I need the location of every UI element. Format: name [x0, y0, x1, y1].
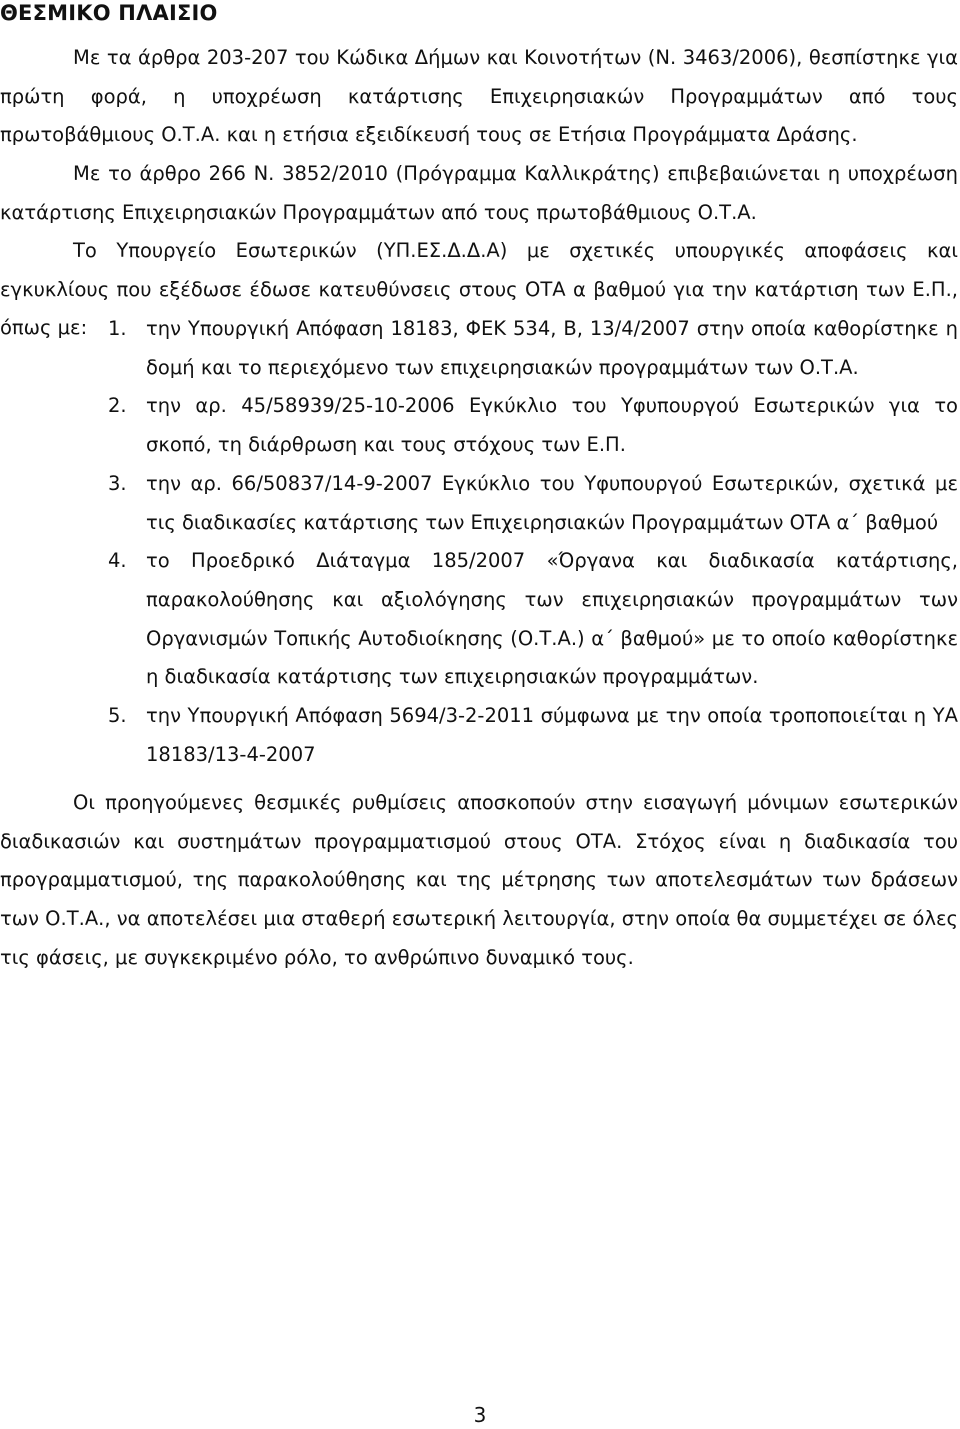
- list-item-number: 1.: [108, 317, 127, 340]
- list-item-text: το Προεδρικό Διάταγμα 185/2007 «Όργανα και διαδικασία κατάρτισης, παρακολούθησης και αξιολόγησης των επιχειρησιακών προγραμμάτων των Οργανισμών Τοπικής Αυτοδιοίκησης (Ο.Τ.Α.) α΄ βαθμού» με το οποίο καθορίστηκε η διαδικασία κατάρτισης των επιχειρησιακών προγραμμάτων.: [146, 549, 958, 689]
- list-item-text: την αρ. 45/58939/25-10-2006 Εγκύκλιο του Υφυπουργού Εσωτερικών για το σκοπό, τη διάρθρωση και τους στόχους των Ε.Π.: [146, 394, 958, 457]
- list-item-number: 4.: [108, 549, 127, 573]
- list-item: [0, 697, 958, 774]
- list-item: [0, 465, 958, 542]
- list-item-number: 2.: [108, 394, 127, 418]
- list-item-number: 5.: [108, 704, 127, 728]
- paragraph-laws-3463: Με τα άρθρα 203-207 του Κώδικα Δήμων και Κοινοτήτων (Ν. 3463/2006), θεσπίστηκε για πρώτη φορά, η υποχρέωση κατάρτισης Επιχειρησιακών Προγραμμάτων από τους πρωτοβάθμιους Ο.Τ.Α. και η ετήσια εξειδίκευσή τους σε Ετήσια Προγράμματα Δράσης.: [0, 46, 958, 147]
- page-number: 3: [473, 1403, 487, 1427]
- list-item-text: την αρ. 66/50837/14-9-2007 Εγκύκλιο του Υφυπουργού Εσωτερικών, σχετικά με τις διαδικασίες κατάρτισης των Επιχειρησιακών Προγραμμάτων ΟΤΑ α΄ βαθμού: [146, 471, 958, 534]
- paragraph-conclusion: Οι προηγούμενες θεσμικές ρυθμίσεις αποσκοπούν στην εισαγωγή μόνιμων εσωτερικών διαδικασιών και συστημάτων προγραμματισμού στους ΟΤΑ. Στόχος είναι η διαδικασία του προγραμματισμού, της παρακολούθησης και της μέτρησης των αποτελεσμάτων των δράσεων των Ο.Τ.Α., να αποτελέσει μια σταθερή εσωτερική λειτουργία, στην οποία θα συμμετέχει σε όλες τις φάσεις, με συγκεκριμένο ρόλο, το ανθρώπινο δυναμικό τους.: [0, 791, 958, 969]
- list-item: [0, 387, 958, 464]
- list-item: [0, 542, 958, 697]
- paragraph-law-3852: Με το άρθρο 266 Ν. 3852/2010 (Πρόγραμμα Καλλικράτης) επιβεβαιώνεται η υποχρέωση κατάρτισης Επιχειρησιακών Προγραμμάτων από τους πρωτοβάθμιους Ο.Τ.Α.: [0, 162, 958, 224]
- list-item-number: 3.: [108, 471, 127, 495]
- section-heading: ΘΕΣΜΙΚΟ ΠΛΑΙΣΙΟ: [0, 1, 218, 25]
- decisions-list: [0, 310, 958, 774]
- list-item: [0, 310, 958, 387]
- list-item-text: την Υπουργική Απόφαση 18183, ΦΕΚ 534, Β, 13/4/2007 στην οποία καθορίστηκε η δομή και το περιεχόμενο των επιχειρησιακών προγραμμάτων των Ο.Τ.Α.: [146, 317, 958, 379]
- list-item-text: την Υπουργική Απόφαση 5694/3-2-2011 σύμφωνα με την οποία τροποποιείται η ΥΑ 18183/13-4-2007: [146, 704, 958, 766]
- paragraph-ministry: Το Υπουργείο Εσωτερικών (ΥΠ.ΕΣ.Δ.Δ.Α) με σχετικές υπουργικές αποφάσεις και εγκυκλίους που εξέδωσε έδωσε κατευθύνσεις στους ΟΤΑ α βαθμού για την κατάρτιση των Ε.Π., όπως με:: [0, 239, 958, 340]
